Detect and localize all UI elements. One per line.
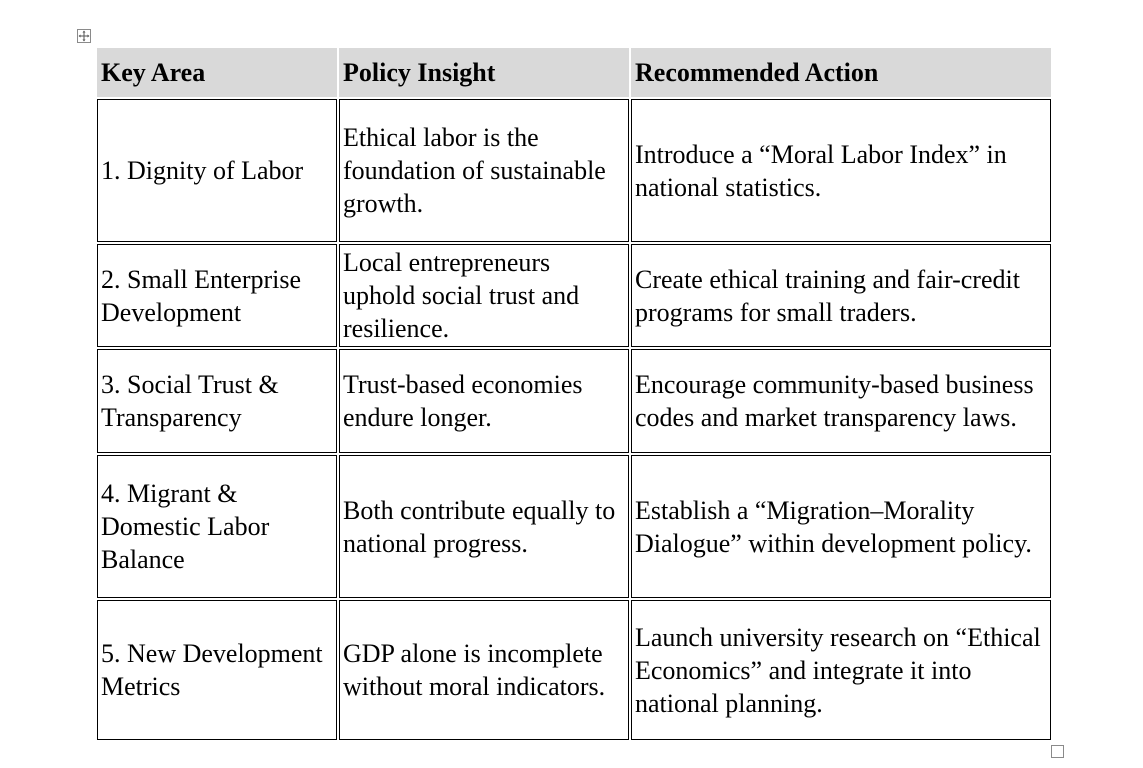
table-row <box>97 455 1051 598</box>
cell-policy-insight[interactable]: Both contribute equally to national progress. <box>339 455 629 598</box>
cell-recommended-action[interactable]: Create ethical training and fair-credit programs for small traders. <box>631 244 1051 347</box>
cell-key-area[interactable]: 3. Social Trust & Transparency <box>97 349 337 453</box>
cell-policy-insight[interactable]: GDP alone is incomplete without moral indicators. <box>339 600 629 740</box>
header-policy-insight[interactable]: Policy Insight <box>339 48 629 97</box>
cell-key-area[interactable]: 4. Migrant & Domestic Labor Balance <box>97 455 337 598</box>
text-cursor <box>1050 354 1051 380</box>
table-resize-handle-icon[interactable] <box>1051 745 1064 758</box>
table-row <box>97 244 1051 347</box>
cell-policy-insight[interactable]: Local entrepreneurs uphold social trust and resilience. <box>339 244 629 347</box>
header-recommended-action[interactable]: Recommended Action <box>631 48 1051 97</box>
cell-recommended-action[interactable]: Encourage community-based business codes and market transparency laws. <box>631 349 1051 453</box>
cell-policy-insight[interactable]: Ethical labor is the foundation of sustainable growth. <box>339 99 629 242</box>
cell-policy-insight[interactable]: Trust-based economies endure longer. <box>339 349 629 453</box>
policy-table <box>95 46 1053 742</box>
cell-key-area[interactable]: 2. Small Enterprise Development <box>97 244 337 347</box>
cell-recommended-action[interactable]: Introduce a “Moral Labor Index” in national statistics. <box>631 99 1051 242</box>
table-row <box>97 600 1051 740</box>
table-header-row <box>97 48 1051 97</box>
cell-key-area[interactable]: 1. Dignity of Labor <box>97 99 337 242</box>
table-row <box>97 349 1051 453</box>
header-key-area[interactable]: Key Area <box>97 48 337 97</box>
cell-recommended-action[interactable]: Launch university research on “Ethical Economics” and integrate it into national planning. <box>631 600 1051 740</box>
table-row <box>97 99 1051 242</box>
cell-recommended-action[interactable]: Establish a “Migration–Morality Dialogue” within development policy. <box>631 455 1051 598</box>
table-move-handle-icon[interactable] <box>77 29 91 43</box>
cell-key-area[interactable]: 5. New Development Metrics <box>97 600 337 740</box>
